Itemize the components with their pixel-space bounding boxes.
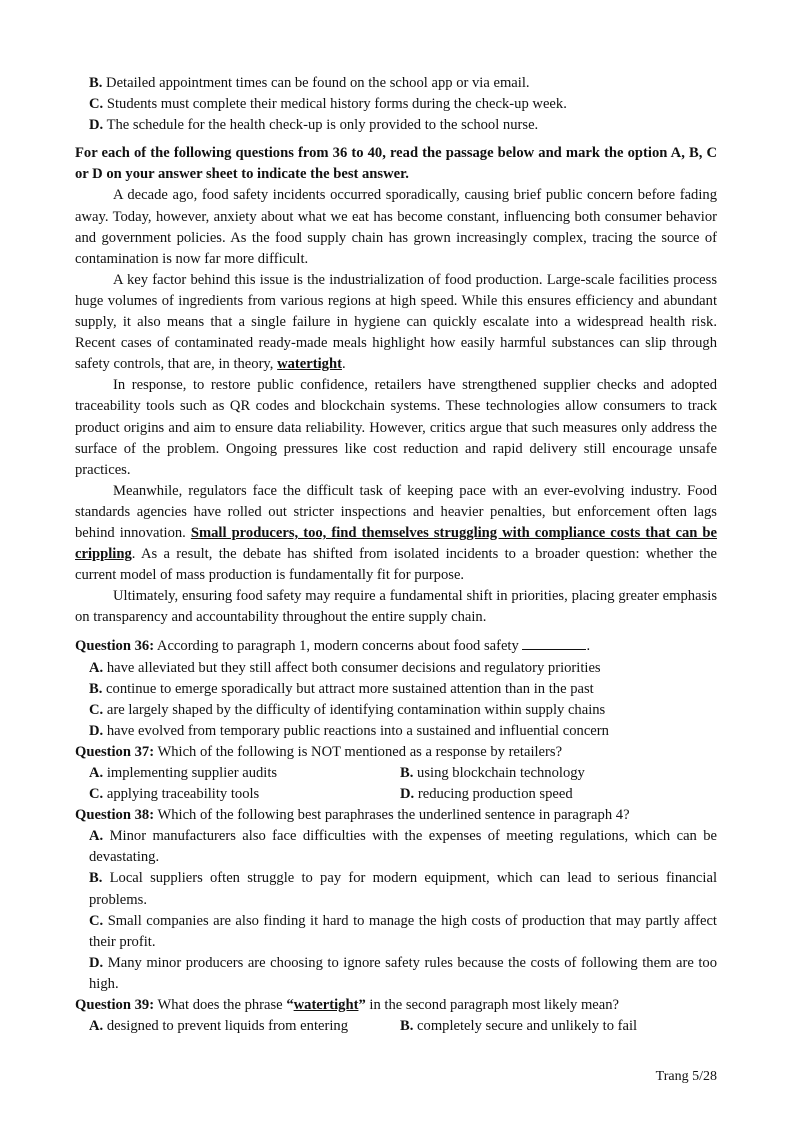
question-stem: According to paragraph 1, modern concerns about food safety bbox=[154, 638, 523, 655]
option-text: Small companies are also finding it hard to manage the high costs of production that may partly affect their profit. bbox=[89, 912, 717, 950]
option-text: Students must complete their medical history forms during the check-up week. bbox=[103, 96, 567, 113]
underlined-sentence: Small producers, too, find themselves struggling with compliance costs that can be crippling bbox=[75, 524, 717, 563]
option-letter: A. bbox=[89, 1018, 104, 1035]
prev-option-b bbox=[75, 73, 717, 94]
q39-option-a bbox=[89, 1016, 400, 1037]
question-38 bbox=[75, 805, 717, 826]
q38-option-b bbox=[75, 868, 717, 910]
option-text: implementing supplier audits bbox=[103, 765, 278, 781]
underlined-word: watertight bbox=[293, 997, 359, 1014]
question-37 bbox=[75, 742, 717, 763]
question-39 bbox=[75, 995, 717, 1016]
paragraph-text: . bbox=[341, 356, 346, 373]
option-text: designed to prevent liquids from entering bbox=[103, 1018, 348, 1035]
option-text: completely secure and unlikely to fail bbox=[413, 1018, 638, 1035]
quote-mark: ” bbox=[358, 997, 366, 1014]
option-text: The schedule for the health check-up is only provided to the school nurse. bbox=[103, 117, 539, 134]
quote-mark: “ bbox=[286, 997, 294, 1014]
page-number: Trang 5/28 bbox=[655, 1069, 717, 1084]
option-letter: C. bbox=[89, 912, 104, 929]
paragraph-text: Meanwhile, regulators face the difficult task of keeping pace with an ever-evolving industry. Food standards agencies have rolled out stricter inspections and heavier penalties, but enforcement often lags behind innovation. bbox=[75, 482, 717, 541]
q37-option-a bbox=[89, 763, 400, 784]
option-letter: C. bbox=[89, 701, 104, 718]
option-letter: C. bbox=[89, 786, 104, 803]
q37-option-d bbox=[400, 784, 573, 805]
question-label: Question 38: bbox=[75, 807, 155, 824]
option-letter: B. bbox=[400, 1018, 414, 1035]
paragraph-text: A key factor behind this issue is the industrialization of food production. Large-scale facilities process huge volumes of ingredients from various regions at high speed. While this ensures efficiency and abundant supply, it also means that a single failure in hygiene can quickly escalate into a widespread health risk. Recent cases of contaminated ready-made meals highlight how easily harmful substances can slip through safety controls, that are, in theory, bbox=[75, 271, 717, 373]
question-label: Question 39: bbox=[75, 997, 155, 1014]
option-text: Detailed appointment times can be found on the school app or via email. bbox=[102, 75, 530, 91]
option-text: reducing production speed bbox=[414, 786, 573, 803]
option-text: have evolved from temporary public reactions into a sustained and influential concern bbox=[103, 722, 609, 739]
option-letter: A. bbox=[89, 659, 104, 676]
q36-option-c bbox=[75, 700, 717, 721]
question-stem-end: . bbox=[586, 638, 591, 655]
passage-paragraph-5: Ultimately, ensuring food safety may require a fundamental shift in priorities, placing greater emphasis on transparency and accountability throughout the entire supply chain. bbox=[75, 588, 717, 626]
q38-option-c bbox=[75, 911, 717, 953]
question-label: Question 37: bbox=[75, 743, 155, 760]
question-36 bbox=[75, 636, 717, 657]
prev-option-c bbox=[75, 94, 717, 115]
option-letter: D. bbox=[89, 117, 104, 134]
q37-option-c bbox=[89, 784, 400, 805]
q39-options-row-1 bbox=[75, 1016, 717, 1037]
question-stem: Which of the following best paraphrases the underlined sentence in paragraph 4? bbox=[154, 807, 630, 824]
q37-options-row-2 bbox=[75, 784, 717, 805]
q37-option-b bbox=[400, 763, 585, 784]
q36-option-b bbox=[75, 679, 717, 700]
option-text: applying traceability tools bbox=[103, 786, 260, 803]
question-stem: Which of the following is NOT mentioned as a response by retailers? bbox=[154, 743, 563, 760]
option-letter: D. bbox=[89, 722, 104, 739]
q37-options-row-1 bbox=[75, 763, 717, 784]
exam-page bbox=[75, 73, 717, 1037]
underlined-word: watertight bbox=[277, 356, 342, 373]
question-stem: What does the phrase bbox=[154, 997, 287, 1014]
question-stem: in the second paragraph most likely mean? bbox=[365, 997, 620, 1014]
option-letter: A. bbox=[89, 765, 104, 781]
q38-option-d bbox=[75, 953, 717, 995]
option-text: have alleviated but they still affect both consumer decisions and regulatory priorities bbox=[103, 659, 601, 676]
option-letter: B. bbox=[400, 765, 414, 781]
option-text: Minor manufacturers also face difficulties with the expenses of meeting regulations, which can be devastating. bbox=[89, 828, 717, 866]
option-letter: D. bbox=[89, 954, 104, 971]
q39-option-b bbox=[400, 1016, 637, 1037]
option-text: Local suppliers often struggle to pay for modern equipment, which can lead to serious financial problems. bbox=[89, 870, 717, 908]
option-letter: A. bbox=[89, 828, 104, 845]
option-text: continue to emerge sporadically but attract more sustained attention than in the past bbox=[102, 680, 594, 697]
q38-option-a bbox=[75, 826, 717, 868]
option-letter: B. bbox=[89, 870, 103, 887]
paragraph-text: . As a result, the debate has shifted from isolated incidents to a broader question: whether the current model of mass production is fundamentally fit for purpose. bbox=[75, 546, 717, 584]
option-letter: D. bbox=[400, 786, 415, 803]
option-text: Many minor producers are choosing to ignore safety rules because the costs of following them are too high. bbox=[89, 954, 717, 992]
question-label: Question 36: bbox=[75, 638, 155, 655]
q36-option-a bbox=[75, 658, 717, 679]
option-text: using blockchain technology bbox=[413, 765, 585, 781]
passage-paragraph-1: A decade ago, food safety incidents occurred sporadically, causing brief public concern before fading away. Today, however, anxiety about what we eat has become constant, influencing both consumer behavior and government policies. As the food supply chain has grown increasingly complex, tracing the source of contamination is now far more difficult. bbox=[75, 187, 717, 267]
option-letter: B. bbox=[89, 75, 103, 91]
option-letter: C. bbox=[89, 96, 104, 113]
q36-option-d bbox=[75, 721, 717, 742]
option-letter: B. bbox=[89, 680, 103, 697]
prev-option-d bbox=[75, 115, 717, 136]
section-instruction: For each of the following questions from 36 to 40, read the passage below and mark the option A, B, C or D on your answer sheet to indicate the best answer. bbox=[75, 145, 717, 183]
passage-paragraph-3: In response, to restore public confidence, retailers have strengthened supplier checks and adopted traceability tools such as QR codes and blockchain systems. These technologies allow consumers to track product origins and aim to ensure data reliability. However, critics argue that such measures only address the surface of the problem. Ongoing pressures like cost reduction and rapid delivery still encourage unsafe practices. bbox=[75, 377, 717, 478]
option-text: are largely shaped by the difficulty of identifying contamination within supply chains bbox=[103, 701, 606, 718]
passage-paragraph-4 bbox=[75, 481, 717, 586]
passage-paragraph-2 bbox=[75, 270, 717, 375]
answer-blank bbox=[522, 636, 586, 650]
